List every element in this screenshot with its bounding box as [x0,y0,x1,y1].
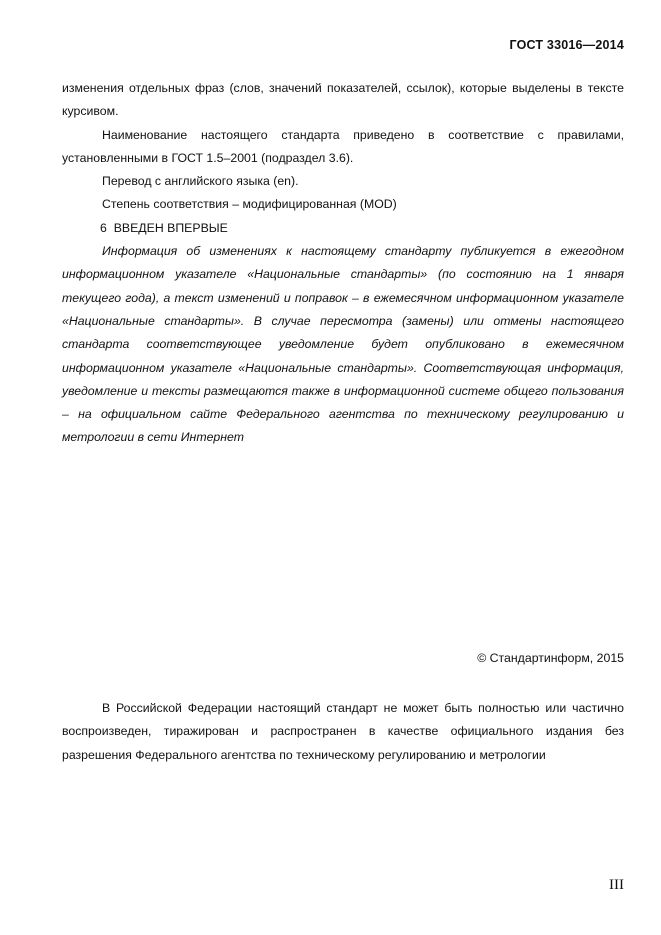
item-6-number: 6 [100,220,107,235]
item-6-text: ВВЕДЕН ВПЕРВЫЕ [113,220,228,235]
copyright-notice: © Стандартинформ, 2015 [477,651,624,665]
foreword-content [62,77,624,450]
paragraph-degree-of-conformity: Степень соответствия – модифицированная (MOD) [102,197,397,212]
page-number: III [609,877,624,893]
paragraph-translation: Перевод с английского языка (en). [102,174,299,189]
paragraph-continuation: изменения отдельных фраз (слов, значений показателей, ссылок), которые выделены в тексте курсивом. [62,81,624,119]
paragraph-name-conformity: Наименование настоящего стандарта приведено в соответствие с правилами, установленными в ГОСТ 1.5–2001 (подраздел 3.6). [62,127,624,165]
item-6 [62,217,624,240]
legal-notice: В Российской Федерации настоящий стандарт не может быть полностью или частично воспроизведен, тиражирован и распространен в качестве официального издания без разрешения Федерального агентства по техническому регулированию и метрологии [62,701,624,762]
standard-code-header: ГОСТ 33016—2014 [509,38,624,52]
info-paragraph: Информация об изменениях к настоящему стандарту публикуется в ежегодном информационном указателе «Национальные стандарты» (по состоянию на 1 января текущего года), а текст изменений и поправок – в ежемесячном информационном указателе «Национальные стандарты». В случае пересмотра (замены) или отмены настоящего стандарта соответствующее уведомление будет опубликовано в ежемесячном информационном указателе «Национальные стандарты». Соответствующая информация, уведомление и тексты размещаются также в информационной системе общего пользования – на официальном сайте Федерального агентства по техническому регулированию и метрологии в сети Интернет [62,244,624,445]
